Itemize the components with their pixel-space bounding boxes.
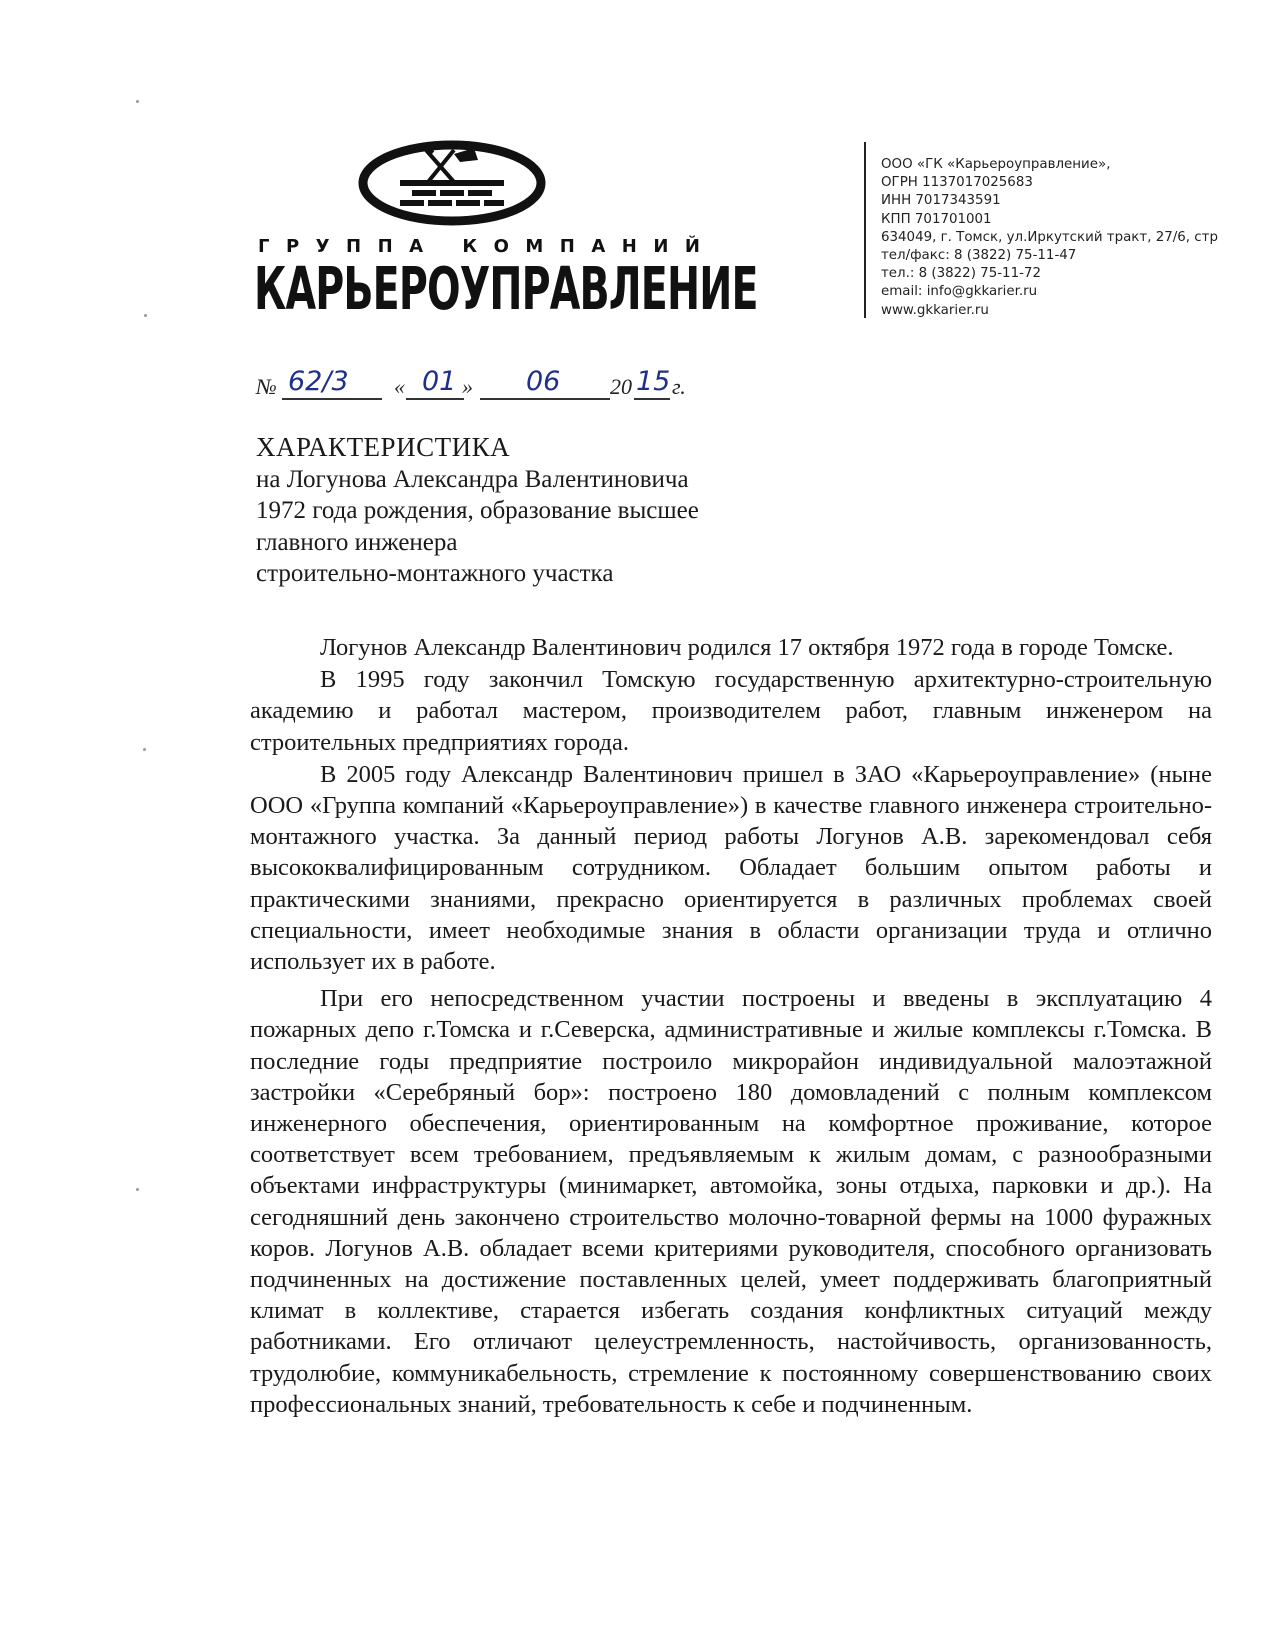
requisites-address: 634049, г. Томск, ул.Иркутский тракт, 27/6, стр (881, 229, 1218, 245)
registration-line (256, 366, 726, 406)
document-year: 15 (636, 366, 671, 397)
scan-speck (143, 748, 146, 751)
requisites-website: www.gkkarier.ru (881, 302, 989, 318)
document-body (250, 632, 1275, 1420)
requisites-divider (864, 142, 866, 318)
body-paragraph-career: В 2005 году Александр Валентинович пришел в ЗАО «Карьероуправление» (ныне ООО «Группа компаний «Карьероуправление») в качестве главного инженера строительно-монтажного участка. За данный период работы Логунов А.В. зарекомендовал себя высококвалифицированным сотрудником. Обладает большим опытом работы и практическими знаниями, прекрасно ориентируется в различных проблемах своей специальности, имеет необходимые знания в области организации труда и отлично использует их в работе. (250, 760, 1212, 976)
year-prefix: 20 (610, 374, 632, 399)
document-month: 06 (526, 366, 561, 397)
document-heading: ХАРАКТЕРИСТИКА (256, 432, 511, 462)
company-logo-icon (356, 140, 548, 226)
requisites-inn: ИНН 7017343591 (881, 193, 1001, 209)
scan-speck (136, 1188, 139, 1191)
requisites-ogrn: ОГРН 1137017025683 (881, 175, 1033, 191)
title-line-birth: 1972 года рождения, образование высшее (256, 497, 699, 524)
number-underline (282, 398, 382, 400)
number-label: № (256, 374, 277, 399)
requisites-phone: тел.: 8 (3822) 75-11-72 (881, 266, 1041, 282)
document-number: 62/3 (288, 366, 349, 397)
body-paragraph-birth: Логунов Александр Валентинович родился 17 октября 1972 года в городе Томске. (320, 634, 1174, 661)
document-title-block (256, 432, 699, 590)
scan-speck (136, 100, 139, 103)
requisites-company: ООО «ГК «Карьероуправление», (881, 157, 1111, 172)
title-line-position: главного инженера (256, 528, 458, 556)
day-quote-open: « (394, 374, 405, 399)
body-paragraph-achievements: При его непосредственном участии построены и введены в эксплуатацию 4 пожарных депо г.Томска и г.Северска, административные и жилые комплексы г.Томска. В последние годы предприятие построило микрорайон индивидуальной малоэтажной застройки «Серебряный бор»: построено 180 домовладений с полным комплексом инженерного обеспечения, ориентированным на комфортное проживание, которое соответствует всем требованием, предъявляемым к жилым домам, с разнообразными объектами инфраструктуры (минимаркет, автомойка, зоны отдыха, парковки и др.). На сегодняшний день закончено строительство молочно-товарной фермы на 1000 фуражных коров. Логунов А.В. обладает всеми критериями руководителя, способного организовать подчиненных на достижение поставленных целей, умеет поддерживать благоприятный климат в коллективе, старается избегать создания конфликтных ситуаций между работниками. Его отличают целеустремленность, настойчивость, организованность, трудолюбие, коммуникабельность, стремление к постоянному совершенствованию своих профессиональных знаний, требовательность к себе и подчиненным. (250, 985, 1212, 1418)
logo-company-name: КАРЬЕРОУПРАВЛЕНИЕ (254, 254, 758, 324)
requisites-email: email: info@gkkarier.ru (881, 284, 1038, 300)
year-unit: г. (672, 374, 686, 399)
logo-tagline: ГРУППА КОМПАНИЙ (258, 236, 717, 257)
company-requisites (881, 156, 1273, 320)
scan-speck (144, 314, 147, 317)
requisites-kpp: КПП 701701001 (881, 211, 992, 227)
month-underline (480, 398, 610, 400)
requisites-phone-fax: тел/факс: 8 (3822) 75-11-47 (881, 248, 1077, 264)
day-quote-close: » (462, 374, 473, 399)
body-paragraph-education: В 1995 году закончил Томскую государственную архитектурно-строительную академию и работал мастером, производителем работ, главным инженером на строительных предприятиях города. (250, 666, 1212, 756)
document-day: 01 (422, 366, 457, 397)
year-underline (634, 398, 670, 400)
day-underline (406, 398, 464, 400)
title-line-person: на Логунова Александра Валентиновича (256, 465, 689, 493)
title-line-department: строительно-монтажного участка (256, 560, 614, 587)
